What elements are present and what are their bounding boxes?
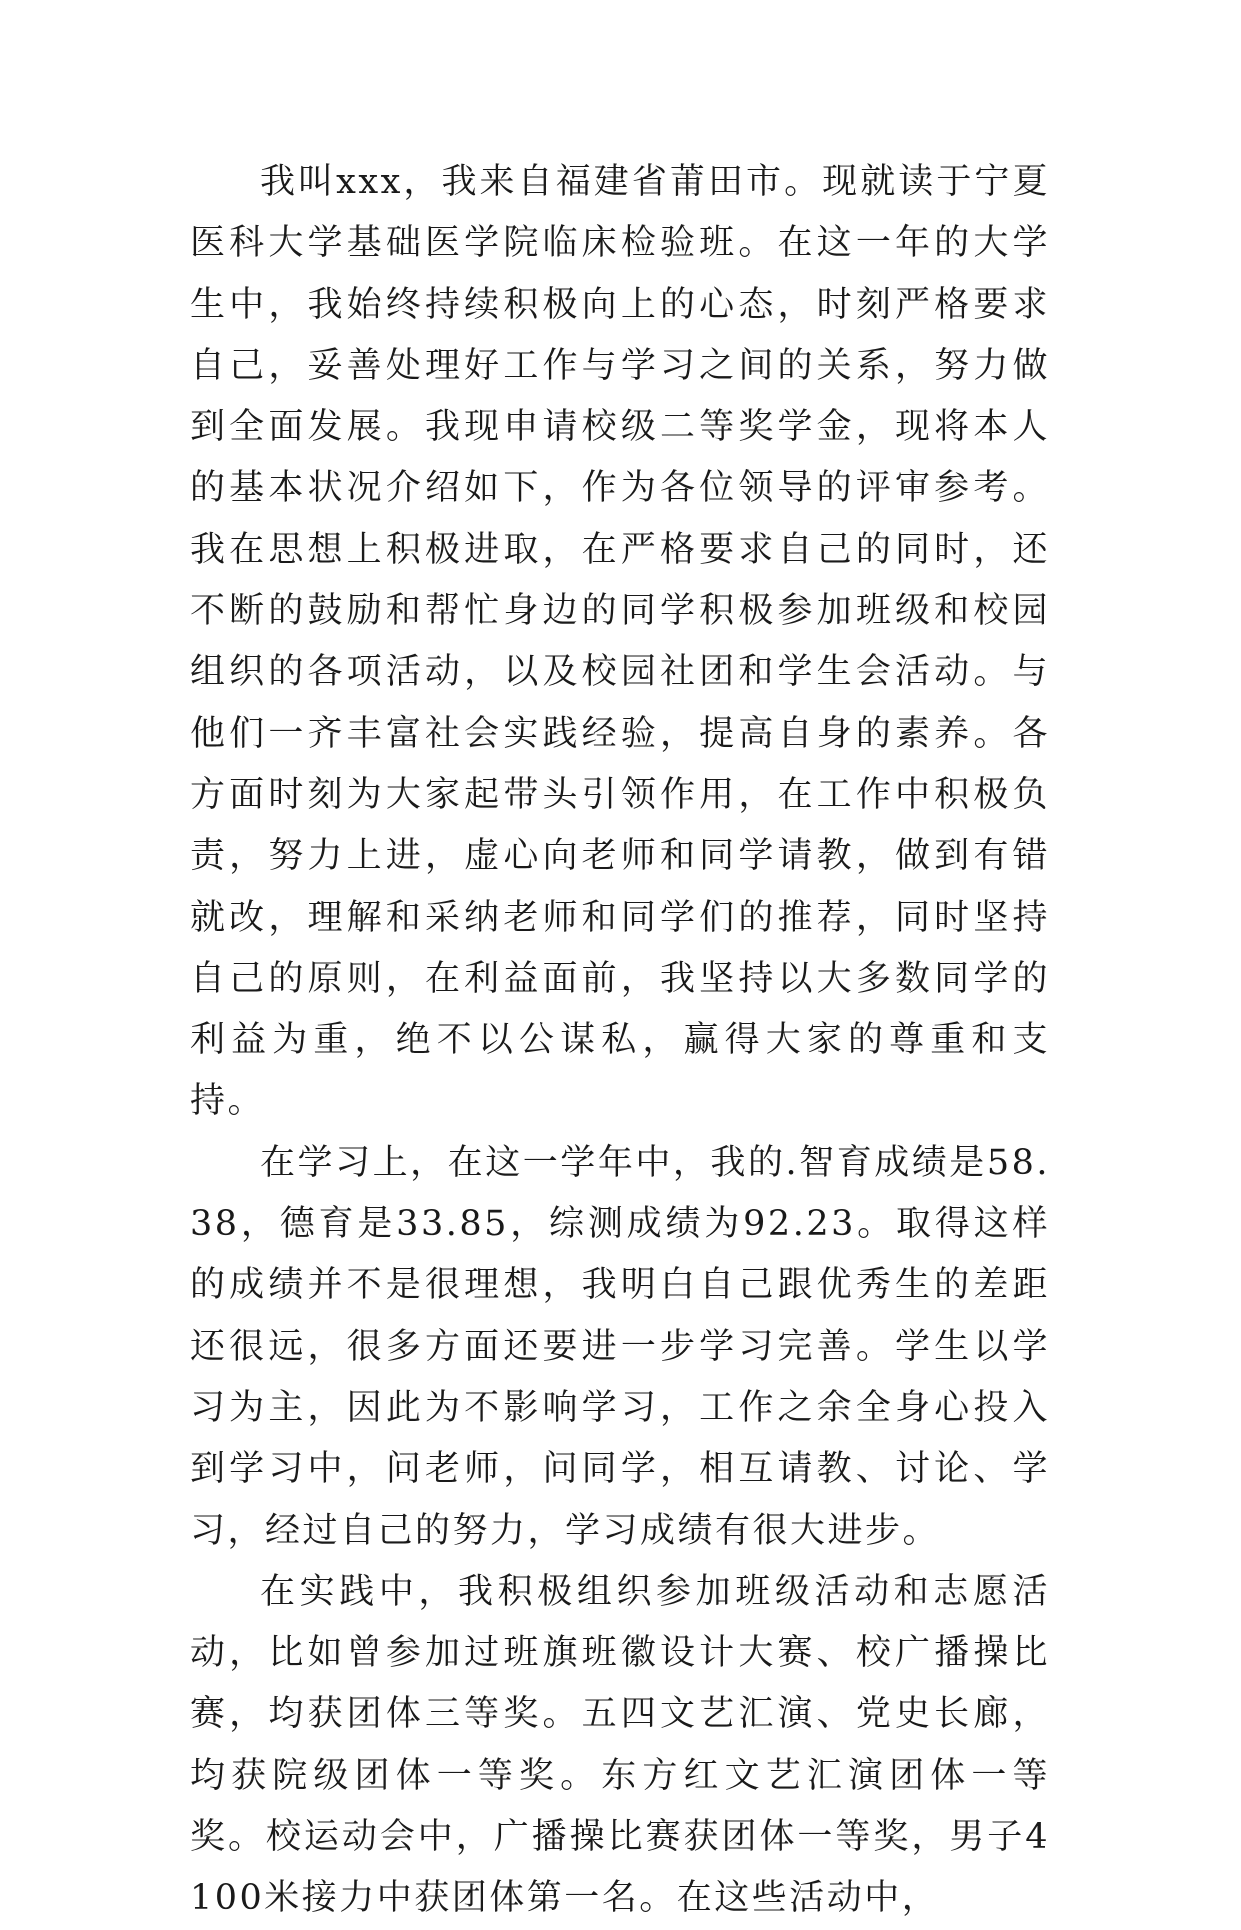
paragraph-practice: 在实践中，我积极组织参加班级活动和志愿活动，比如曾参加过班旗班徽设计大赛、校广播操比赛，均获团体三等奖。五四文艺汇演、党史长廊，均获院级团体一等奖。东方红文艺汇演团体一等奖。校运动会中，广播操比赛获团体一等奖，男子4100米接力中获团体第一名。在这些活动中， [190,1571,1050,1919]
document-body [190,152,1050,1930]
paragraph-self-introduction: 我叫xxx，我来自福建省莆田市。现就读于宁夏医科大学基础医学院临床检验班。在这一年的大学生中，我始终持续积极向上的心态，时刻严格要求自己，妥善处理好工作与学习之间的关系，努力做到全面发展。我现申请校级二等奖学金，现将本人的基本状况介绍如下，作为各位领导的评审参考。我在思想上积极进取，在严格要求自己的同时，还不断的鼓励和帮忙身边的同学积极参加班级和校园组织的各项活动，以及校园社团和学生会活动。与他们一齐丰富社会实践经验，提高自身的素养。各方面时刻为大家起带头引领作用，在工作中积极负责，努力上进，虚心向老师和同学请教，做到有错就改，理解和采纳老师和同学们的推荐，同时坚持自己的原则，在利益面前，我坚持以大多数同学的利益为重，绝不以公谋私，赢得大家的尊重和支持。 [190,162,1050,1122]
paragraph-study: 在学习上，在这一学年中，我的.智育成绩是58.38，德育是33.85，综测成绩为92.23。取得这样的成绩并不是很理想，我明白自己跟优秀生的差距还很远，很多方面还要进一步学习完善。学生以学习为主，因此为不影响学习，工作之余全身心投入到学习中，问老师，问同学，相互请教、讨论、学习，经过自己的努力，学习成绩有很大进步。 [190,1142,1050,1551]
